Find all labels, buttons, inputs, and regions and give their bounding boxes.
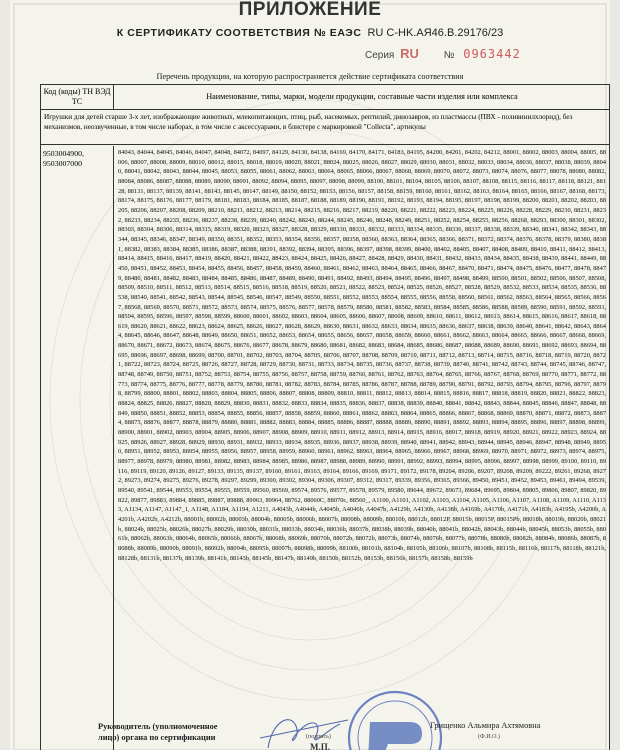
table-header-row [41,85,609,110]
signature-caption: (подпись) [306,734,331,740]
article-numbers: 84043, 84044, 84045, 84046, 84047, 84048, 84072, 84097, 84129, 84130, 84138, 84169, 84170, 84171, 84183, 84195, 84200, 84201, 84202, 84212, 88001, 88002, 88003, 88004, 88005, 88006, 88007, 88008, 88009, 88010, 88012, 88015, 88018, 88019, 88020, 88021, 88024, 88025, 88026, 88027, 88029, 88030, 88031, 88032, 88033, 88034, 88036, 88037, 88038, 88039, 88040, 88041, 88042, 88043, 88044, 88045, 88053, 88055, 88061, 88062, 88063, 88064, 88065, 88066, 88067, 88068, 88069, 88070, 88072, 88073, 88074, 88076, 88077, 88078, 88080, 88082, 88084, 88086, 88087, 88088, 88089, 88090, 88091, 88092, 88094, 88095, 88097, 88098, 88099, 88100, 88101, 88104, 88105, 88106, 88107, 88108, 88115, 88116, 88117, 88118, 88121, 88128, 88131, 88137, 88139, 88141, 88143, 88145, 88147, 88149, 88150, 88152, 88153, 88156, 88157, 88158, 88159, 88160, 88161, 88162, 88163, 88164, 88165, 88166, 88167, 88168, 88173, 88174, 88175, 88176, 88177, 88179, 88181, 88183, 88184, 88185, 88187, 88188, 88189, 88190, 88191, 88192, 88193, 88194, 88195, 88197, 88198, 88199, 88200, 88201, 88202, 88203, 88205, 88206, 88207, 88208, 88209, 88210, 88211, 88212, 88213, 88214, 88215, 88216, 88217, 88219, 88220, 88221, 88222, 88223, 88224, 88225, 88226, 88228, 88229, 88230, 88231, 88232, 88233, 88234, 88235, 88236, 88237, 88238, 88239, 88240, 88242, 88243, 88244, 88245, 88246, 88248, 88249, 88251, 88252, 88254, 88255, 88256, 88268, 88293, 88300, 88301, 88302, 88303, 88304, 88306, 88314, 88315, 88319, 88320, 88323, 88327, 88328, 88329, 88330, 88331, 88332, 88333, 88334, 88335, 88336, 88337, 88338, 88339, 88340, 88341, 88342, 88343, 88344, 88345, 88346, 88347, 88349, 88350, 88351, 88352, 88353, 88354, 88356, 88357, 88358, 88360, 88363, 88364, 88365, 88366, 88371, 88372, 88374, 88376, 88378, 88379, 88380, 88381, 88382, 88383, 88384, 88385, 88386, 88387, 88388, 88391, 88392, 88394, 88395, 88396, 88397, 88398, 88399, 88400, 88402, 88405, 88407, 88408, 88409, 88410, 88411, 88412, 88413, 88414, 88415, 88416, 88417, 88419, 88420, 88421, 88422, 88423, 88424, 88425, 88426, 88427, 88428, 88429, 88430, 88431, 88432, 88433, 88434, 88435, 88438, 88439, 88441, 88449, 88450, 88451, 88452, 88453, 88454, 88455, 88456, 88457, 88458, 88459, 88460, 88461, 88462, 88463, 88464, 88465, 88466, 88467, 88470, 88471, 88474, 88475, 88476, 88477, 88478, 88479, 88480, 88481, 88482, 88483, 88484, 88485, 88486, 88487, 88489, 88490, 88491, 88492, 88493, 88494, 88495, 88496, 88497, 88498, 88499, 88500, 88501, 88502, 88506, 88507, 88508, 88509, 88510, 88511, 88512, 88513, 88514, 88515, 88516, 88518, 88519, 88520, 88521, 88522, 88523, 88524, 88525, 88526, 88527, 88528, 88529, 88532, 88533, 88534, 88535, 88536, 88538, 88540, 88541, 88542, 88543, 88544, 88545, 88546, 88547, 88549, 88550, 88551, 88552, 88553, 88554, 88555, 88556, 88558, 88560, 88561, 88562, 88563, 88564, 88565, 88566, 88567, 88568, 88569, 88570, 88571, 88572, 88573, 88574, 88575, 88576, 88577, 88578, 88579, 88580, 88581, 88582, 88583, 88584, 88585, 88586, 88588, 88589, 88590, 88591, 88592, 88593, 88594, 88595, 88596, 88597, 88598, 88599, 88600, 88601, 88602, 88603, 88604, 88605, 88606, 88607, 88608, 88609, 88610, 88611, 88612, 88613, 88614, 88615, 88616, 88617, 88618, 88619, 88620, 88621, 88622, 88623, 88624, 88625, 88626, 88627, 88628, 88629, 88630, 88631, 88632, 88633, 88634, 88635, 88636, 88637, 88638, 88639, 88640, 88641, 88642, 88643, 88644, 88645, 88646, 88647, 88648, 88649, 88650, 88651, 88652, 88653, 88654, 88655, 88656, 88657, 88658, 88659, 88660, 88661, 88662, 88663, 88664, 88665, 88666, 88667, 88668, 88669, 88670, 88671, 88672, 88673, 88674, 88675, 88676, 88677, 88678, 88679, 88680, 88681, 88682, 88683, 88684, 88685, 88686, 88687, 88688, 88689, 88690, 88691, 88692, 88693, 88694, 88695, 88696, 88697, 88698, 88699, 88700, 88701, 88702, 88703, 88704, 88705, 88706, 88707, 88708, 88709, 88710, 88711, 88712, 88713, 88714, 88715, 88716, 88718, 88719, 88720, 88721, 88722, 88723, 88724, 88725, 88726, 88727, 88728, 88729, 88730, 88731, 88733, 88734, 88735, 88736, 88737, 88738, 88739, 88740, 88741, 88742, 88743, 88744, 88745, 88746, 88747, 88748, 88749, 88750, 88751, 88752, 88753, 88754, 88755, 88756, 88757, 88758, 88759, 88760, 88761, 88762, 88763, 88764, 88765, 88766, 88767, 88768, 88769, 88770, 88771, 88772, 88773, 88774, 88775, 88776, 88777, 88778, 88779, 88780, 88781, 88782, 88783, 88784, 88785, 88786, 88787, 88788, 88789, 88790, 88791, 88792, 88793, 88794, 88795, 88796, 88797, 88798, 88799, 88800, 88801, 88802, 88803, 88804, 88805, 88806, 88807, 88808, 88809, 88810, 88811, 88812, 88813, 88814, 88815, 88816, 88817, 88818, 88819, 88820, 88821, 88822, 88823, 88824, 88825, 88826, 88827, 88828, 88829, 88830, 88831, 88832, 88833, 88834, 88835, 88836, 88837, 88838, 88839, 88840, 88841, 88842, 88843, 88844, 88845, 88846, 88847, 88848, 88849, 88850, 88851, 88852, 88853, 88854, 88855, 88856, 88857, 88858, 88859, 88860, 88861, 88862, 88863, 88864, 88865, 88866, 88867, 88868, 88869, 88870, 88871, 88872, 88873, 88874, 88875, 88876, 88877, 88878, 88879, 88880, 88881, 88882, 88883, 88884, 88885, 88886, 88887, 88888, 88889, 88890, 88891, 88892, 88893, 88894, 88895, 88896, 88897, 88898, 88899, 88900, 88901, 88902, 88903, 88904, 88905, 88906, 88907, 88908, 88909, 88910, 88911, 88912, 88913, 88914, 88915, 88916, 88917, 88918, 88919, 88920, 88921, 88922, 88923, 88924, 88925, 88926, 88927, 88928, 88929, 88930, 88931, 88932, 88933, 88934, 88935, 88936, 88937, 88938, 88939, 88940, 88941, 88942, 88943, 88944, 88945, 88946, 88947, 88948, 88949, 88950, 88951, 88952, 88953, 88954, 88955, 88956, 88957, 88958, 88959, 88960, 88961, 88962, 88963, 88964, 88965, 88966, 88967, 88968, 88969, 88970, 88971, 88972, 88973, 88974, 88975, 88977, 88978, 88979, 88980, 88981, 88982, 88983, 88984, 88985, 88986, 88987, 88988, 88989, 88990, 88991, 88992, 88993, 88994, 88995, 88996, 88997, 88998, 88999, 89100, 89110, 89116, 89119, 89120, 89126, 89127, 89133, 89135, 89137, 89160, 89161, 89163, 89164, 89166, 89169, 89171, 89172, 89178, 89204, 89206, 89207, 89208, 89209, 89222, 89261, 89268, 89272, 89273, 89274, 89275, 89276, 89278, 89297, 89299, 89300, 89302, 89304, 89306, 89307, 89312, 89317, 89339, 89356, 89365, 89366, 89450, 89451, 89452, 89453, 89461, 89494, 89539, 89540, 89541, 89544, 89553, 89554, 89555, 89559, 89560, 89569, 89574, 89576, 89577, 89578, 89579, 89580, 89644, 89672, 89673, 89684, 89695, 89804, 89805, 89806, 89807, 89820, 89822, 89877, 89883, 89884, 89885, 89887, 89888, 89963, 89964, 88762, 88060C, 88070c, 88560_, A1100, A1101, A1102, A1103, A1104, A1105, A1106, A1107, A1108, A1109, A1110, A1133, A1134, A1147, A1147_1, A1148, A1184, A1194, A1211, A4043b, A4044b, A4045b, A4046b, A4047b, A4129b, A4130b, A4138b, A4169b, A4170b, A4171b, A4183b, A4195b, A4200b, A4201b, A4202b, A4212b, 88001b, 88002b, 88003b, 88004b, 88005b, 88006b, 88007b, 88008b, 88009b, 88010b, 88012b, 88012P, 88015b, 88015P, 88015Pb, 88018b, 88019b, 88020b, 88021b, 88024b, 88025b, 88026b, 88027b, 88029b, 88030b, 88031b, 88033b, 88034b, 88036b, 88037b, 88038b, 88039b, 88040b, 88041b, 88042b, 88043b, 88044b, 88045b, 88053b, 88055b, 88061b, 88062b, 88063b, 88064b, 88065b, 88066b, 88067b, 88068b, 88069b, 88070b, 88072b, 88072b, 88073b, 88074b, 88076b, 88077b, 88078b, 88080b, 88082b, 88084b, 88086b, 88087b, 88088b, 88089b, 88090b, 88091b, 88092b, 88094b, 88095b, 88097b, 88098b, 88099b, 88100b, 88101b, 88104b, 88105b, 88106b, 88107b, 88108b, 88115b, 88116b, 88117b, 88118b, 88121b, 88128b, 88131b, 88137b, 88139b, 88141b, 88143b, 88145b, 88147b, 88149b, 88150b, 88152b, 88153b, 88156b, 88157b, 88158b, 88159b [118,149,606,562]
signatory-name: Грищенко Альмира Ахтямовна [430,721,541,730]
certificate-annex-page [10,0,610,750]
name-caption: (Ф.И.О.) [478,734,500,740]
form-series [365,46,521,61]
products-table [40,84,610,750]
col-header-codes: Код (коды) ТН ВЭД ТС [41,85,114,109]
signature-block [10,718,610,750]
series-value: RU [400,46,419,61]
signatory-role-line2: лицо) органа по сертификации [98,733,216,742]
signatory-role-line1: Руководитель (уполномоченное [98,722,218,731]
form-number-label: № [443,50,455,61]
page-title: ПРИЛОЖЕНИЕ [238,0,382,20]
certificate-prefix: К СЕРТИФИКАТУ СООТВЕТСТВИЯ № ЕАЭС [116,27,362,39]
certificate-reference [10,27,610,39]
list-caption: Перечень продукции, на которую распространяется действие сертификата соответствия [156,72,464,81]
form-number-value: 0963442 [463,47,521,61]
series-label: Серия [365,50,395,61]
signatory-role [98,721,218,743]
product-description: Игрушки для детей старше 3-х лет, изображающие животных, млекопитающих, птиц, рыб, насекомых, рептилий, динозавров, из пластмассы (ПВХ - поливинилхлорид), без механизмов, неозвученные, в том числе наборах, в том числе с аксессуарами, в блистере с маркировкой "Collecta", артикулы [41,110,609,145]
stamp-label: М.П. [310,742,330,750]
certificate-number: RU C-HK.АЯ46.B.29176/23 [367,27,504,39]
hs-codes-cell: 9503004900, 9503007000 [41,146,114,750]
col-header-products: Наименование, типы, марки, модели продукции, составные части изделия или комплекса [206,92,518,101]
